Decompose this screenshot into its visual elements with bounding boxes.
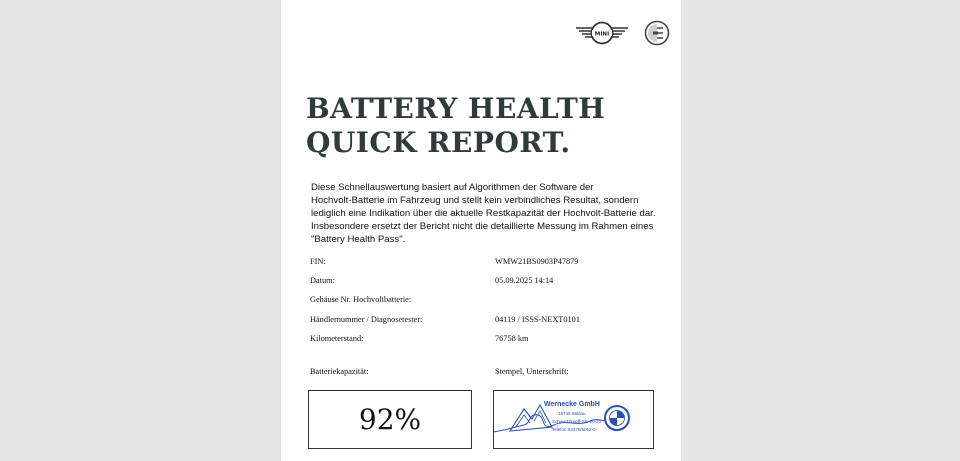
stamp-company: Wernecke GmbH	[544, 401, 600, 408]
electric-badge-icon	[644, 20, 670, 46]
battery-housing-label: Gehäuse Nr. Hochvoltbatterie:	[310, 295, 412, 304]
date-value: 05.09.2025 14:14	[495, 276, 554, 285]
intro-line: "Battery Health Pass".	[311, 234, 406, 245]
date-label: Datum:	[310, 276, 335, 285]
capacity-box	[308, 390, 472, 449]
intro-line: lediglich eine Indikation über die aktuelle Restkapazität der Hochvolt-Batterie dar.	[311, 208, 656, 219]
vin-label: FIN:	[310, 257, 326, 266]
stamp-line: Telefon 03375/5052-0	[552, 427, 596, 432]
mileage-value: 76758 km	[495, 334, 529, 343]
title-line-2: QUICK REPORT.	[306, 126, 571, 159]
capacity-value: 92%	[358, 403, 422, 436]
mileage-label: Kilometerstand:	[310, 334, 364, 343]
dealer-tester-value: 04119 / ISSS-NEXT0101	[495, 315, 580, 324]
signature-label: Stempel, Unterschrift:	[495, 367, 569, 376]
intro-line: Diese Schnellauswertung basiert auf Algorithmen der Software der	[311, 182, 594, 193]
report-title	[306, 92, 605, 160]
dealer-tester-label: Händlernummer / Diagnosetester:	[310, 315, 423, 324]
mini-logo-text: MINI	[594, 31, 610, 38]
intro-line: Hochvolt-Batterie im Fahrzeug und stellt kein verbindliches Resultat, sondern	[311, 195, 639, 206]
title-line-1: BATTERY HEALTH	[306, 92, 606, 125]
mini-logo-icon	[574, 20, 630, 46]
intro-line: Insbesondere ersetzt der Bericht nicht die detaillierte Messung im Rahmen eines	[311, 221, 654, 232]
capacity-label: Batteriekapazität:	[310, 367, 369, 376]
stamp-line: Schwartzkopff-Str. 20-21	[552, 419, 602, 424]
stamp-signature-box	[493, 390, 654, 449]
intro-paragraph	[311, 181, 671, 246]
report-page	[281, 0, 681, 461]
vin-value: WMW21BS0903P47879	[495, 257, 579, 266]
stamp-line: 15745 Wildau	[558, 411, 586, 416]
